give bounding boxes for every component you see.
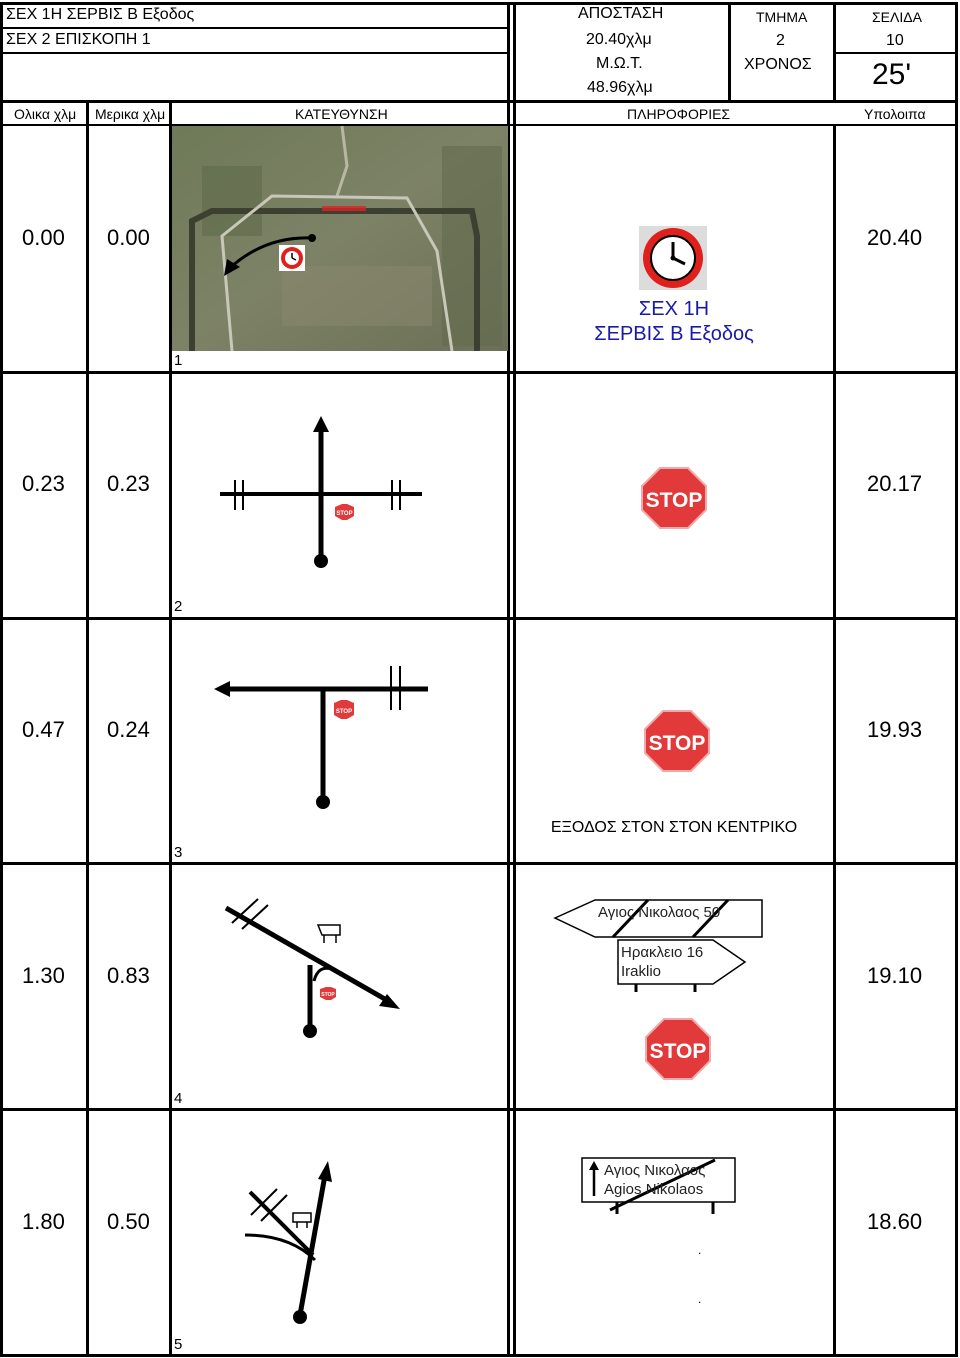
step-number: 5 xyxy=(174,1336,183,1353)
stop-sign-icon xyxy=(645,1018,711,1080)
total-km: 0.47 xyxy=(22,717,65,742)
column-header-info: ΠΛΗΡΟΦΟΡΙΕΣ xyxy=(627,106,731,122)
page-value: 10 xyxy=(886,32,904,49)
avg-speed-value: 48.96χλμ xyxy=(587,79,653,96)
grid-line xyxy=(0,862,958,865)
remaining-km: 19.93 xyxy=(867,717,923,742)
total-km: 1.80 xyxy=(22,1209,65,1234)
distance-label: ΑΠΟΣΤΑΣΗ xyxy=(578,5,664,22)
stop-sign-text: STOP xyxy=(321,992,335,998)
grid-line xyxy=(955,2,958,1357)
info-line-2: ΣΕΡΒΙΣ Β Εξοδος xyxy=(594,323,754,345)
time-label: ΧΡΟΝΟΣ xyxy=(744,56,812,73)
grid-line xyxy=(0,1108,958,1111)
direction-diagram xyxy=(210,660,450,820)
step-number: 1 xyxy=(174,352,183,369)
stop-sign-text: STOP xyxy=(649,1040,707,1063)
column-header-direction: ΚΑΤΕΥΘΥΝΣΗ xyxy=(295,106,388,122)
stop-sign-icon xyxy=(644,710,710,772)
grid-line xyxy=(0,52,508,54)
column-header-partial: Μερικα χλμ xyxy=(95,106,166,122)
stop-sign-icon xyxy=(641,467,707,529)
grid-line xyxy=(0,617,958,620)
total-km: 1.30 xyxy=(22,963,65,988)
stop-sign-text: STOP xyxy=(336,511,353,517)
dot-mark: . xyxy=(698,1292,702,1306)
grid-line xyxy=(0,2,3,1357)
stop-sign-text: STOP xyxy=(645,489,703,512)
grid-line xyxy=(86,100,89,1357)
grid-line xyxy=(0,371,958,374)
direction-diagram xyxy=(210,410,450,580)
column-header-remaining: Υπολοιπα xyxy=(864,106,926,122)
time-value: 25' xyxy=(872,58,912,91)
stop-sign-text: STOP xyxy=(648,732,706,755)
sign-destination: Agios Nikolaos xyxy=(604,1181,704,1198)
remaining-km: 19.10 xyxy=(867,963,923,988)
sign-destination: Ηρακλειο 16 xyxy=(621,944,704,961)
clock-icon xyxy=(639,226,707,290)
dot-mark: . xyxy=(698,1243,702,1257)
stop-sign-text: STOP xyxy=(335,709,353,715)
title-line-1: ΣΕΧ 1Η ΣΕΡΒΙΣ Β Εξοδος xyxy=(6,6,195,23)
aerial-map-image xyxy=(172,126,508,351)
title-line-2: ΣΕΧ 2 ΕΠΙΣΚΟΠΗ 1 xyxy=(6,31,151,48)
partial-km: 0.24 xyxy=(107,717,150,742)
sign-destination: Αγιος Νικολαος 50 xyxy=(598,904,721,921)
step-number: 2 xyxy=(174,598,183,615)
grid-line xyxy=(728,2,731,100)
remaining-km: 20.40 xyxy=(867,225,923,250)
direction-diagram xyxy=(210,895,440,1045)
info-line-1: ΣΕΧ 1Η xyxy=(638,298,710,320)
partial-km: 0.50 xyxy=(107,1209,150,1234)
grid-line xyxy=(833,2,836,100)
grid-line xyxy=(833,52,957,54)
direction-diagram xyxy=(235,1155,385,1325)
sign-destination: Iraklio xyxy=(621,963,662,980)
info-text: ΕΞΟΔΟΣ ΣΤΟΝ ΣΤΟΝ ΚΕΝΤΡΙΚΟ xyxy=(550,819,798,836)
grid-line xyxy=(0,100,958,103)
remaining-km: 18.60 xyxy=(867,1209,923,1234)
section-label: ΤΜΗΜΑ xyxy=(756,9,808,25)
grid-line xyxy=(0,1354,958,1357)
column-header-total: Ολικα χλμ xyxy=(14,106,77,122)
grid-line xyxy=(0,27,508,29)
total-km: 0.00 xyxy=(22,225,65,250)
step-number: 4 xyxy=(174,1090,183,1107)
partial-km: 0.83 xyxy=(107,963,150,988)
partial-km: 0.23 xyxy=(107,471,150,496)
total-km: 0.23 xyxy=(22,471,65,496)
sign-destination: Αγιος Νικολαος xyxy=(604,1162,706,1179)
page-label: ΣΕΛΙΔΑ xyxy=(872,9,922,25)
avg-speed-label: Μ.Ω.Τ. xyxy=(596,55,643,72)
distance-value: 20.40χλμ xyxy=(586,31,652,48)
grid-line xyxy=(513,2,516,1357)
section-value: 2 xyxy=(776,32,785,49)
partial-km: 0.00 xyxy=(107,225,150,250)
grid-line xyxy=(0,2,958,5)
remaining-km: 20.17 xyxy=(867,471,923,496)
step-number: 3 xyxy=(174,844,183,861)
